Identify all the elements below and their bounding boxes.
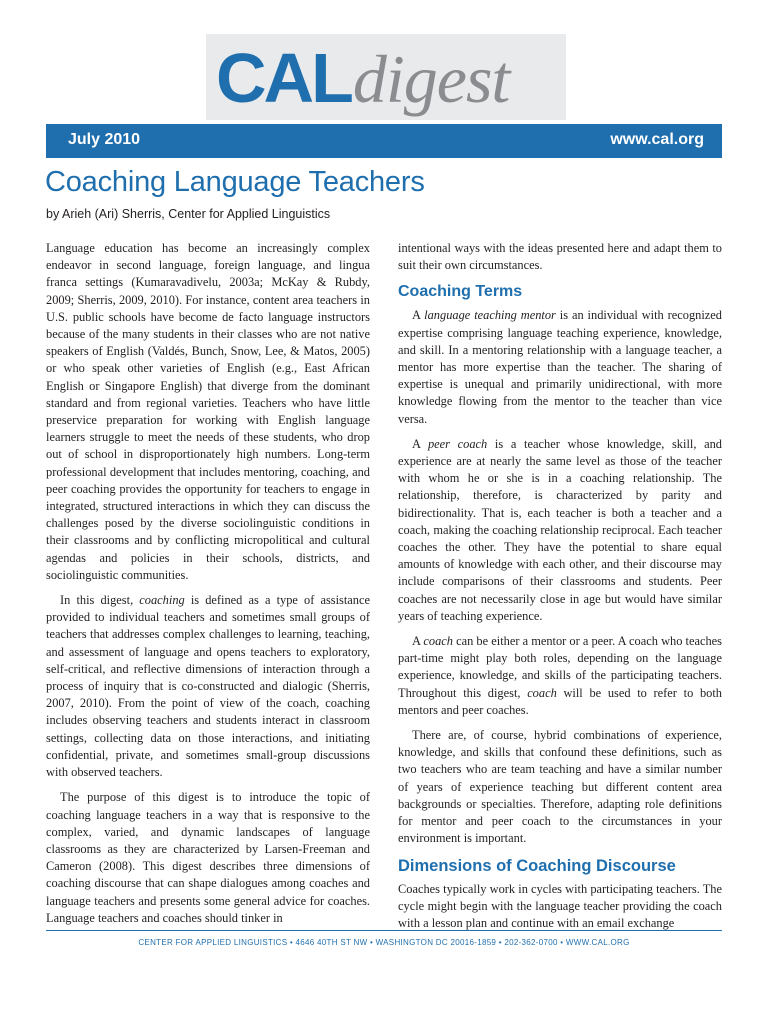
- heading-dimensions: Dimensions of Coaching Discourse: [398, 856, 676, 875]
- article-title: Coaching Language Teachers: [45, 166, 425, 198]
- logo-cal-text: CAL: [216, 39, 351, 117]
- right-continuation: intentional ways with the ideas presented here and adapt them to suit their own circumstances.: [398, 241, 722, 273]
- right-paragraph-hybrid: There are, of course, hybrid combinations of experience, knowledge, and skills that confound these definitions, such as two teachers who are team teaching and have a similar number of years of experience teaching but different content area backgrounds or specialties. Therefore, adapting role definitions for mentor and peer coach to the circumstances in your environment is important.: [398, 728, 722, 846]
- cal-digest-logo: [216, 38, 509, 118]
- left-column: [46, 240, 371, 925]
- term-peer-coach: peer coach: [427, 436, 488, 451]
- right-paragraph-cycles: Coaches typically work in cycles with participating teachers. The cycle might begin with the language teacher providing the coach with a lesson plan and continue with an email exchange: [398, 881, 722, 930]
- footer-contact: CENTER FOR APPLIED LINGUISTICS • 4646 40TH ST NW • WASHINGTON DC 20016-1859 • 202-362-0700 • WWW.CAL.ORG: [138, 938, 630, 947]
- right-column: [398, 240, 723, 930]
- left-paragraph-3: The purpose of this digest is to introduce the topic of coaching language teachers in a way that is responsive to the complex, varied, and dynamic landscapes of language classrooms as they are characterized by Larsen-Freeman and Cameron (2008). This digest describes three dimensions of coaching discourse that can shape dialogues among coaches and language teachers and presents some general advice for coaches. Language teachers and coaches should tinker in: [46, 790, 370, 925]
- term-coaching: coaching: [139, 593, 185, 608]
- left-paragraph-1: Language education has become an increasingly complex endeavor in second language, foreign language, and lingua franca settings (Kumaravadivelu, 2003a; McKay & Rubdy, 2009; Sherris, 2009, 2010). For instance, content area teachers in U.S. public schools have become de facto language instructors because of the many students in their classes who are not native speakers of English (Valdés, Bunch, Snow, Lee, & Matos, 2005) or who speak other varieties of English (e.g., East African English or Singapore English) that diverge from the dominant standard and from regional varieties. Teachers who have little preservice preparation for working with English language learners struggle to meet the needs of these students, who drop out of school in disproportionately high numbers. Long-term professional development that includes mentoring, coaching, and peer coaching provides the opportunity for teachers to engage in integrated, structured interactions in which they can discuss the challenges posed by the diverse sociolinguistic conditions in their classrooms and by conflicting micropolitical and cultural agendas and policies in their schools, districts, and sociolinguistic communities.: [46, 241, 370, 582]
- right-paragraph-mentor: A language teaching mentor is an individual with recognized expertise comprising language teaching experience, knowledge, and skill. In a mentoring relationship with a language teacher, a mentor has more expertise than the teacher. The sharing of expertise is unequal and primarily unidirectional, with more knowledge flowing from the mentor to the teacher than vice versa.: [398, 308, 722, 426]
- logo-digest-text: digest: [352, 41, 510, 117]
- term-coach-2: coach: [527, 685, 557, 700]
- term-coach: coach: [423, 634, 453, 649]
- footer-divider: [46, 930, 722, 931]
- article-byline: by Arieh (Ari) Sherris, Center for Applied Linguistics: [46, 207, 331, 221]
- left-paragraph-2: In this digest, coaching is defined as a type of assistance provided to individual teachers and sometimes small groups of teachers that addresses complex challenges to learning, teaching, and assessment of language and opens teachers to exploratory, self-critical, and reflective dimensions of interaction through a process of inquiry that is co-constructed and dialogic (Sherris, 2007, 2010). From the point of view of the coach, coaching includes observing teachers and students interact in classroom settings, collecting data on those interactions, and initiating confidential, private, and sometimes small-group discussions with observed teachers.: [46, 593, 371, 780]
- right-paragraph-coach: A coach can be either a mentor or a peer. A coach who teaches part-time might play both roles, depending on the language experience, knowledge, and skills of the participating teachers. Throughout this digest, coach will be used to refer to both mentors and peer coaches.: [398, 634, 722, 717]
- term-mentor: language teaching mentor: [424, 308, 556, 323]
- right-paragraph-peer-coach: A peer coach is a teacher whose knowledge, skill, and experience are at nearly the same level as those of the teacher with whom he or she is in a coaching relationship. The relationship, therefore, is characterized by parity and bidirectionality. That is, each teacher is both a teacher and a coach, making the coaching relationship reciprocal. Each teacher coaches the other. They have the potential to share equal amounts of knowledge with each other, and their discourse may include comparisons of their classrooms and students. Peer coaches are not necessarily close in age but would have similar years of teaching experience.: [398, 436, 723, 623]
- heading-coaching-terms: Coaching Terms: [398, 283, 523, 301]
- issue-date: July 2010: [68, 131, 141, 148]
- website-link[interactable]: www.cal.org: [610, 131, 704, 148]
